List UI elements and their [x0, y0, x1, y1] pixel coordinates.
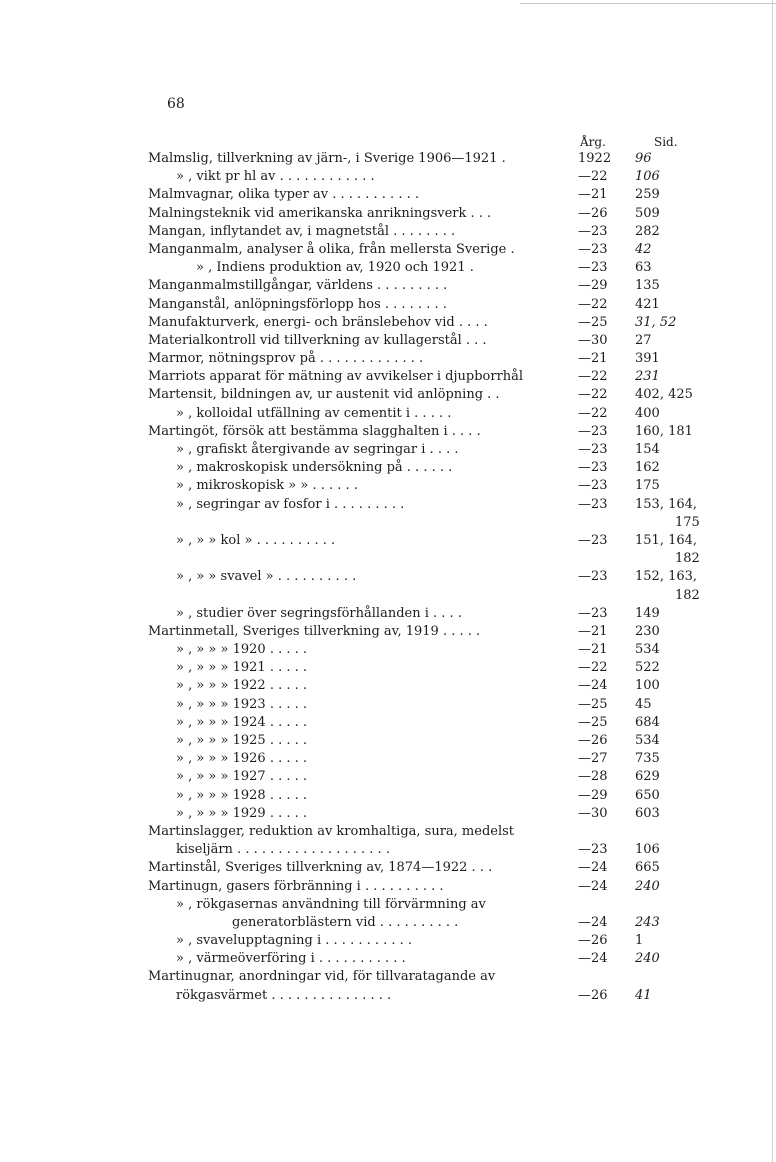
entry-pages: 259 [635, 187, 660, 203]
entry-year: —22 [578, 660, 608, 676]
entry-pages: 650 [635, 787, 660, 803]
page-edge-line [772, 0, 773, 1162]
entry-text: Martinugnar, anordningar vid, för tillvaratagande av [148, 969, 496, 985]
index-entry-row [148, 805, 748, 823]
entry-text: » , » » kol » . . . . . . . . . . [176, 532, 336, 548]
entry-text: Materialkontroll vid tillverkning av kullagerstål . . . [148, 332, 487, 348]
entry-year: —22 [578, 387, 608, 403]
entry-pages: 182 [675, 587, 700, 603]
entry-pages: 402, 425 [635, 387, 693, 403]
column-header-year: Årg. [580, 135, 606, 149]
index-entry-row [148, 386, 748, 404]
entry-year: —25 [578, 714, 608, 730]
entry-pages: 400 [635, 405, 660, 421]
entry-pages: 45 [635, 696, 652, 712]
entry-text: Malmslig, tillverkning av järn-, i Sverige 1906—1921 . [148, 151, 506, 166]
entry-year: —24 [578, 860, 608, 876]
entry-pages: 230 [635, 623, 660, 639]
index-entry-row [148, 587, 748, 605]
index-entry-row [148, 623, 748, 641]
top-border-line [520, 3, 776, 4]
entry-pages: 603 [635, 805, 660, 821]
index-entry-row [148, 914, 748, 932]
entry-year: —23 [578, 423, 608, 439]
entry-pages: 684 [635, 714, 660, 730]
index-entry-row [148, 423, 748, 441]
index-entry-row [148, 641, 748, 659]
entry-year: —29 [578, 787, 608, 803]
entry-pages: 106 [635, 169, 660, 185]
entry-text: Marriots apparat för mätning av avvikelser i djupborrhål [148, 369, 524, 385]
entry-year: —24 [578, 914, 608, 930]
index-entry-row [148, 732, 748, 750]
index-entry-row [148, 550, 748, 568]
entry-text: » , Indiens produktion av, 1920 och 1921 . [196, 260, 474, 276]
index-entry-row [148, 841, 748, 859]
entry-text: » , » » » 1925 . . . . . [176, 733, 308, 748]
entry-year: —23 [578, 532, 608, 548]
entry-text: » , grafiskt återgivande av segringar i . . . . [176, 442, 459, 457]
entry-text: » , » » » 1920 . . . . . [176, 642, 308, 658]
entry-text: Martinstål, Sveriges tillverkning av, 1874—1922 . . . [148, 860, 493, 876]
index-entry-row [148, 787, 748, 805]
index-entry-row [148, 150, 748, 168]
entry-pages: 152, 163, [635, 569, 698, 585]
entry-text: rökgasvärmet . . . . . . . . . . . . . . . [176, 987, 392, 1003]
entry-pages: 421 [635, 296, 660, 312]
entry-text: » , kolloidal utfällning av cementit i . . . . . [176, 405, 452, 421]
entry-pages: 100 [635, 678, 660, 694]
entry-text: » , segringar av fosfor i . . . . . . . . . [176, 496, 405, 512]
entry-year: —29 [578, 278, 608, 294]
entry-text: Mangan, inflytandet av, i magnetstål . . . . . . . . [148, 223, 456, 239]
entry-year: —21 [578, 642, 608, 658]
index-entry-row [148, 932, 748, 950]
entry-year: —22 [578, 369, 608, 385]
entry-pages: 231 [635, 369, 660, 385]
entry-year: —23 [578, 605, 608, 621]
entry-pages: 27 [635, 332, 652, 348]
index-entry-row [148, 950, 748, 968]
entry-year: —26 [578, 933, 608, 949]
entry-text: » , » » » 1926 . . . . . [176, 751, 308, 767]
entry-text: » , vikt pr hl av . . . . . . . . . . . . [176, 169, 375, 185]
index-entry-row [148, 296, 748, 314]
entry-year: —26 [578, 205, 608, 221]
index-entry-row [148, 859, 748, 877]
entry-year: —23 [578, 496, 608, 512]
entry-pages: 154 [635, 442, 660, 457]
entry-pages: 282 [635, 223, 660, 239]
entry-year: —30 [578, 332, 608, 348]
entry-year: —23 [578, 842, 608, 858]
index-entry-row [148, 405, 748, 423]
entry-pages: 240 [635, 878, 660, 894]
entry-text: Martingöt, försök att bestämma slagghalten i . . . . [148, 423, 481, 439]
entry-pages: 135 [635, 278, 660, 294]
entry-year: —24 [578, 878, 608, 894]
index-entry-row [148, 968, 748, 986]
index-entry-row [148, 896, 748, 914]
index-entry-row [148, 477, 748, 495]
entry-pages: 151, 164, [635, 532, 698, 548]
entry-text: Martinmetall, Sveriges tillverkning av, 1919 . . . . . [148, 623, 481, 639]
entry-year: —23 [578, 442, 608, 457]
entry-year: —23 [578, 223, 608, 239]
entry-year: —21 [578, 351, 608, 367]
entry-pages: 182 [675, 551, 700, 567]
entry-pages: 735 [635, 751, 660, 767]
entry-year: —22 [578, 169, 608, 185]
entry-pages: 240 [635, 951, 660, 967]
entry-pages: 149 [635, 605, 660, 621]
entry-year: —21 [578, 623, 608, 639]
index-entry-row [148, 496, 748, 514]
entry-year: —23 [578, 478, 608, 494]
entry-text: Manganmalm, analyser å olika, från mellersta Sverige . [148, 241, 515, 257]
entry-year: —23 [578, 241, 608, 257]
entry-pages: 391 [635, 351, 660, 367]
entry-text: Manganstål, anlöpningsförlopp hos . . . . . . . . [148, 296, 447, 312]
entry-year: —23 [578, 569, 608, 585]
entry-text: » , studier över segringsförhållanden i . . . . [176, 605, 462, 621]
entry-pages: 243 [635, 914, 660, 930]
index-entry-row [148, 186, 748, 204]
index-entry-row [148, 768, 748, 786]
entry-pages: 31, 52 [635, 314, 677, 330]
entry-text: » , » » » 1928 . . . . . [176, 787, 308, 803]
index-entry-row [148, 659, 748, 677]
index-entry-row [148, 677, 748, 695]
entry-year: —22 [578, 296, 608, 312]
index-entry-row [148, 259, 748, 277]
entry-pages: 42 [635, 241, 652, 257]
entry-text: » , » » » 1927 . . . . . [176, 769, 308, 785]
entry-pages: 106 [635, 842, 660, 858]
entry-pages: 629 [635, 769, 660, 785]
index-entry-row [148, 205, 748, 223]
entry-year: —21 [578, 187, 608, 203]
entry-year: —23 [578, 260, 608, 276]
entry-pages: 162 [635, 460, 660, 476]
entry-pages: 1 [635, 933, 644, 949]
entry-text: » , » » svavel » . . . . . . . . . . [176, 569, 357, 585]
entry-text: » , värmeöverföring i . . . . . . . . . . . [176, 951, 406, 967]
entry-text: » , » » » 1929 . . . . . [176, 805, 308, 821]
index-entry-row [148, 987, 748, 1005]
entry-pages: 153, 164, [635, 496, 698, 512]
entry-pages: 509 [635, 205, 660, 221]
page-number: 68 [167, 96, 185, 112]
entry-text: Manufakturverk, energi- och bränslebehov vid . . . . [148, 314, 488, 330]
entry-year: —25 [578, 314, 608, 330]
entry-text: » , » » » 1923 . . . . . [176, 696, 308, 712]
index-entry-row [148, 277, 748, 295]
entry-pages: 96 [635, 151, 652, 166]
index-entry-row [148, 223, 748, 241]
entry-pages: 522 [635, 660, 660, 676]
entry-pages: 63 [635, 260, 652, 276]
index-entry-row [148, 241, 748, 259]
entry-year: —30 [578, 805, 608, 821]
entry-text: kiseljärn . . . . . . . . . . . . . . . . . . . [176, 842, 390, 858]
entry-year: —22 [578, 405, 608, 421]
index-entry-row [148, 823, 748, 841]
entry-year: —24 [578, 678, 608, 694]
entry-pages: 534 [635, 642, 660, 658]
entry-year: —23 [578, 460, 608, 476]
entry-text: » , » » » 1921 . . . . . [176, 660, 308, 676]
entry-text: Martinslagger, reduktion av kromhaltiga, sura, medelst [148, 823, 515, 839]
entry-text: Malmvagnar, olika typer av . . . . . . . . . . . [148, 187, 419, 203]
entry-pages: 534 [635, 733, 660, 748]
index-entry-row [148, 350, 748, 368]
entry-text: » , svavelupptagning i . . . . . . . . . . . [176, 933, 413, 949]
index-entry-row [148, 878, 748, 896]
index-entry-row [148, 714, 748, 732]
index-entry-row [148, 605, 748, 623]
entry-text: » , » » » 1924 . . . . . [176, 714, 308, 730]
index-entry-row [148, 514, 748, 532]
index-entry-row [148, 532, 748, 550]
entry-year: —26 [578, 987, 608, 1003]
entry-text: Manganmalmstillgångar, världens . . . . . . . . . [148, 278, 448, 294]
index-entry-row [148, 568, 748, 586]
entry-pages: 665 [635, 860, 660, 876]
entry-text: Martinugn, gasers förbränning i . . . . . . . . . . [148, 878, 444, 894]
entry-text: » , mikroskopisk » » . . . . . . [176, 478, 358, 494]
entry-text: » , » » » 1922 . . . . . [176, 678, 308, 694]
entry-text: generatorblästern vid . . . . . . . . . . [232, 914, 459, 930]
entry-year: —28 [578, 769, 608, 785]
index-entry-row [148, 314, 748, 332]
index-entry-row [148, 332, 748, 350]
entry-text: » , rökgasernas användning till förvärmning av [176, 896, 486, 912]
entry-year: 1922 [578, 151, 612, 166]
index-entries [148, 150, 748, 1005]
entry-text: » , makroskopisk undersökning på . . . . . . [176, 460, 453, 476]
entry-year: —24 [578, 951, 608, 967]
entry-year: —26 [578, 733, 608, 748]
index-entry-row [148, 696, 748, 714]
entry-pages: 160, 181 [635, 423, 693, 439]
index-entry-row [148, 168, 748, 186]
entry-text: Marmor, nötningsprov på . . . . . . . . . . . . . [148, 351, 424, 367]
entry-year: —25 [578, 696, 608, 712]
entry-year: —27 [578, 751, 608, 767]
entry-text: Malningsteknik vid amerikanska anrikningsverk . . . [148, 205, 492, 221]
index-entry-row [148, 441, 748, 459]
entry-text: Martensit, bildningen av, ur austenit vid anlöpning . . [148, 387, 500, 403]
entry-pages: 175 [635, 478, 660, 494]
entry-pages: 175 [675, 514, 700, 530]
column-header-page: Sid. [654, 135, 678, 149]
entry-pages: 41 [635, 987, 652, 1003]
index-entry-row [148, 750, 748, 768]
index-entry-row [148, 459, 748, 477]
index-entry-row [148, 368, 748, 386]
